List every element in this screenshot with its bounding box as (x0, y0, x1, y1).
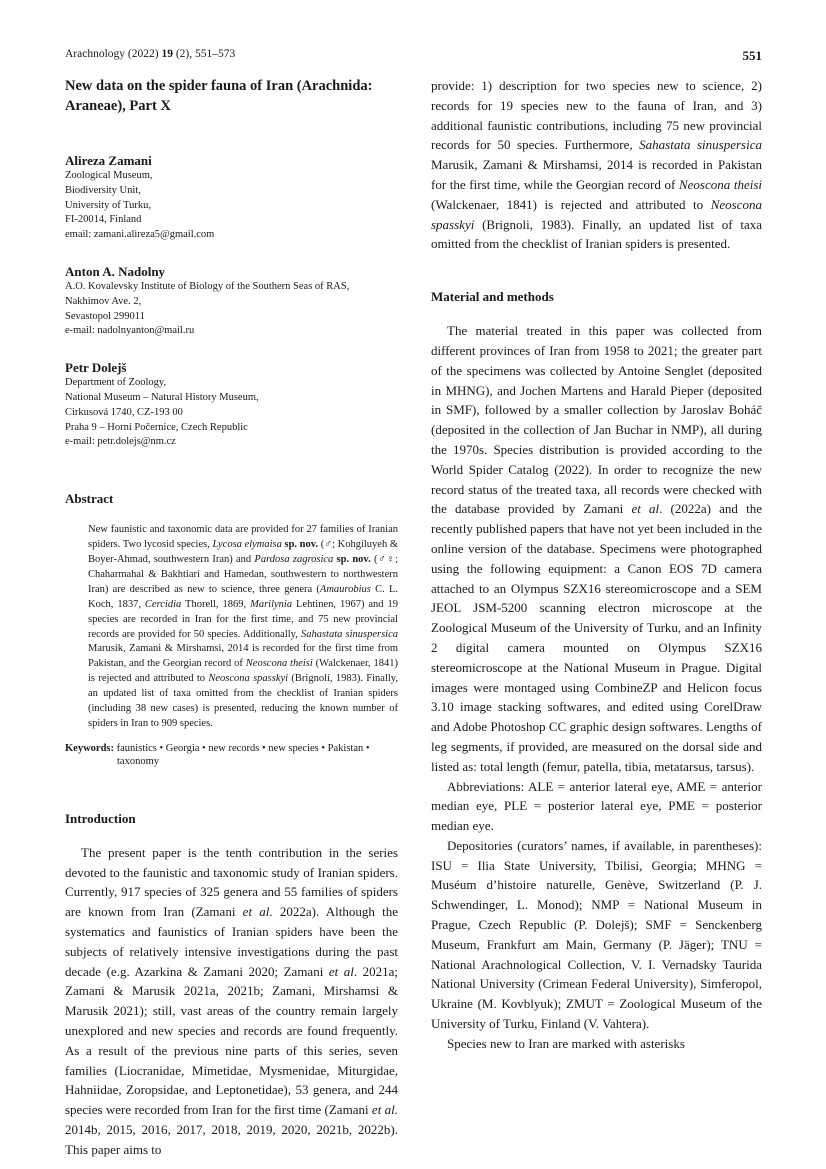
left-column (65, 76, 398, 1160)
affiliation-line: FI-20014, Finland (65, 214, 142, 226)
affiliation-line: National Museum – Natural History Museum, (65, 391, 259, 403)
author-email: e-mail: petr.dolejs@nm.cz (65, 436, 176, 448)
journal-citation: Arachnology (2022) 19 (2), 551–573 (65, 48, 236, 60)
right-column (431, 76, 762, 1054)
affiliation-line: Cirkusová 1740, CZ-193 00 (65, 406, 183, 418)
author-name: Anton A. Nadolny (65, 263, 166, 279)
abbreviations-paragraph: Abbreviations: ALE = anterior lateral eye, AME = anterior median eye, PLE = posterior lateral eye, PME = posterior median eye. (431, 778, 762, 834)
depositories-paragraph: Depositories (curators’ names, if available, in parentheses): ISU = Ilia State University, Tbilisi, Georgia; MHNG = Muséum d’histoire naturelle, Genève, Switzerland (P. J. Schwendinger, L. Monod); NMP = National Museum in Prague, Czech Republic (P. Dolejš); SMF = Senckenberg Museum, Frankfurt am Main, Germany (P. Jäger); TNU = National Arachnological Collection, V. I. Vernadsky Taurida National University (Crimean Federal University), Simferopol, Ukraine (M. Kovblyuk); ZMUT = Zoological Museum of the University of Turku, Finland (V. Vahtera). (431, 837, 762, 1032)
author-email: e-mail: nadolnyanton@mail.ru (65, 325, 195, 337)
introduction-continued: provide: 1) description for two species new to science, 2) records for 19 species new to the fauna of Iran, and 3) additional faunistic contributions, including 75 new provincial records for 50 species. Furthermore, Sahastata sinuspersica Marusik, Zamani & Mirshamsi, 2014 is recorded in Pakistan for the first time, while the Georgian record of Neoscona theisi (Walckenaer, 1841) is rejected and attributed to Neoscona spasskyi (Brignoli, 1983). Finally, an updated list of taxa omitted from the checklist of Iranian spiders is presented. (431, 78, 763, 252)
author-block (65, 152, 398, 243)
author-block (65, 359, 398, 450)
author-name: Alireza Zamani (65, 153, 152, 168)
author-block (65, 263, 398, 339)
methods-paragraph: The material treated in this paper was collected from different provinces of Iran from 1958 to 2021; the greater part of the specimens was collected by Antoine Senglet (deposited in MHNG), and Jochen Martens and Harald Pieper (deposited in SMF), followed by a smaller collection by Jaroslav Boháč (deposited in the collection of Jan Buchar in NMP), all during the 1970s. Species distribution is provided according to the World Spider Catalog (2022). In order to recognize the new record status of the treated taxa, all records were checked with the database provided by Zamani et al. (2022a) and the recently published papers that have not yet been included in the online version of the database. Specimens were photographed using the following equipment: a Canon EOS 7D camera attached to an Olympus SZX16 stereomicroscope and a SEM JEOL JSM-5200 scanning electron microscope at the Zoological Museum of the University of Turku, and an Infinity 2 digital camera mounted on Olympus SZX16 stereomicroscope at the National Museum in Prague. Digital images were montaged using CombineZP and Helicon focus 3.10 image stacking softwares, and edited using CorelDraw and Adobe Photoshop CC graphic design softwares. Lengths of leg segments, if provided, are measured on the dorsal side and listed as: total length (femur, patella, tibia, metatarsus, tarsus). (431, 323, 762, 774)
methods-heading: Material and methods (431, 289, 554, 305)
abstract-text: New faunistic and taxonomic data are provided for 27 families of Iranian spiders. Two lycosid species, Lycosa elymaisa sp. nov. (♂; Kohgiluyeh & Boyer-Ahmad, southwestern Iran) and Pardosa zagrosica sp. nov. (♂♀; Chaharmahal & Bakhtiari and Hamedan, southwestern to northwestern Iran) are described as new to science, three genera (Amaurobius C. L. Koch, 1837, Cercidia Thorell, 1869, Marilynia Lehtinen, 1967) and 19 species are recorded in Iran for the first time, and 75 new provincial records are provided for 50 species. Additionally, Sahastata sinuspersica Marusik, Zamani & Mirshamsi, 2014 is recorded for the first time from Pakistan, and the Georgian record of Neoscona theisi (Walckenaer, 1841) is rejected and attributed to Neoscona spasskyi (Brignoli, 1983). Finally, an updated list of taxa omitted from the checklist of Iranian spiders (including 38 new cases) is presented, reducing the known number of spiders in Iran to 909 species. (88, 524, 399, 729)
affiliation-line: Sevastopol 299011 (65, 310, 145, 322)
affiliation-line: A.O. Kovalevsky Institute of Biology of the Southern Seas of RAS, (65, 280, 350, 292)
affiliation-line: Nakhimov Ave. 2, (65, 295, 142, 307)
running-head (65, 48, 762, 64)
affiliation-line: Praha 9 – Horní Počernice, Czech Republic (65, 421, 248, 433)
affiliation-line: Department of Zoology, (65, 377, 167, 389)
author-name: Petr Dolejš (65, 360, 127, 376)
affiliation-line: Biodiversity Unit, (65, 184, 141, 196)
keywords: Keywords: faunistics • Georgia • new records • new species • Pakistan • taxonomy (65, 742, 370, 767)
page-number: 551 (742, 48, 762, 63)
introduction-heading: Introduction (65, 810, 136, 826)
asterisks-note: Species new to Iran are marked with asterisks (447, 1035, 685, 1051)
abstract-heading: Abstract (65, 491, 114, 507)
author-email: email: zamani.alireza5@gmail.com (65, 229, 215, 241)
affiliation-line: Zoological Museum, (65, 170, 153, 181)
affiliation-line: University of Turku, (65, 199, 152, 211)
article-title: New data on the spider fauna of Iran (Arachnida: Araneae), Part X (65, 78, 373, 114)
introduction-paragraph: The present paper is the tenth contribution in the series devoted to the faunistic and taxonomic study of Iranian spiders. Currently, 917 species of 325 genera and 55 families of spiders are known from Iran (Zamani et al. 2022a). Although the systematics and faunistics of Iranian spiders have been the subjects of relatively intensive investigations during the past decade (e.g. Azarkina & Zamani 2020; Zamani et al. 2021a; Zamani & Marusik 2021a, 2021b; Zamani, Mirshamsi & Marusik 2021); still, vast areas of the country remain largely unexplored and new species and records are found frequently. As a result of the previous nine parts of this series, seven families (Liocranidae, Mimetidae, Mysmenidae, Miturgidae, Hahniidae, Zoropsidae, and Leptonetidae), 53 genera, and 244 species were recorded from Iran for the first time (Zamani et al. 2014b, 2015, 2016, 2017, 2018, 2019, 2020, 2021b, 2022b). This paper aims to (65, 844, 399, 1157)
